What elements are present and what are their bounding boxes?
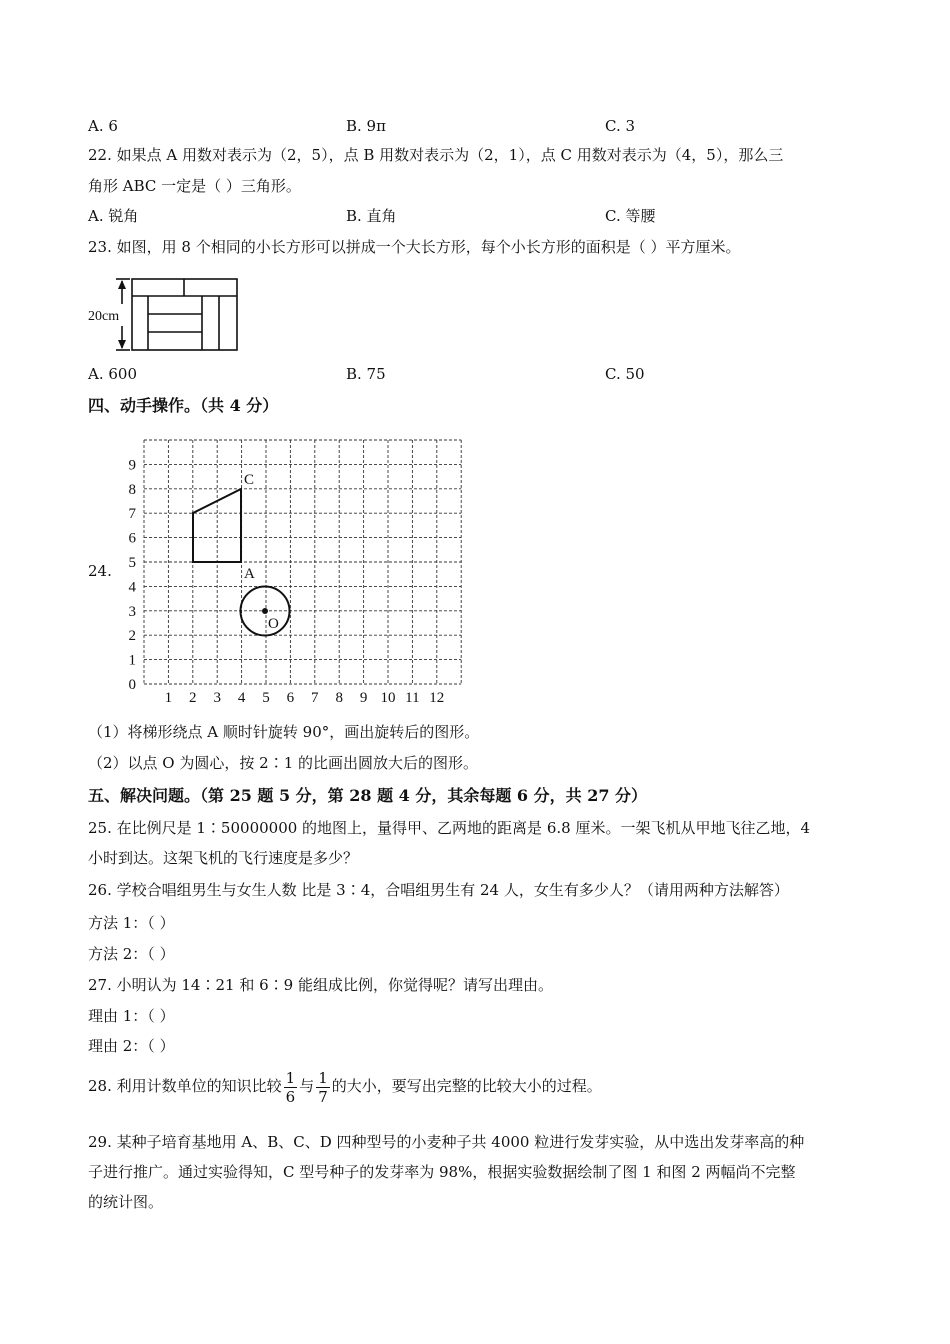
x-tick-label: 5	[262, 690, 270, 706]
label-point-a: A	[244, 566, 255, 582]
q22-line-2: 角形 ABC 一定是（ ）三角形。	[88, 177, 301, 195]
y-tick-label: 0	[128, 677, 136, 693]
y-tick-label: 2	[128, 628, 136, 645]
x-tick-label: 7	[311, 690, 319, 706]
section4-heading: 四、动手操作。（共 4 分）	[88, 396, 279, 415]
label-point-o: O	[268, 616, 279, 632]
x-tick-label: 4	[237, 690, 246, 706]
q25-line-1: 25. 在比例尺是 1∶50000000 的地图上，量得甲、乙两地的距离是 6.8 厘米。一架飞机从甲地飞往乙地，4	[88, 819, 810, 837]
q23-option-a: A. 600	[88, 365, 137, 383]
q22-option-c: C. 等腰	[605, 207, 656, 225]
q22-option-a: A. 锐角	[88, 207, 139, 225]
q29-line-2: 子进行推广。通过实验得知，C 型号种子的发芽率为 98%，根据实验数据绘制了图 1 和图 2 两幅尚不完整	[88, 1163, 796, 1181]
label-point-c: C	[244, 472, 255, 488]
section5-heading: 五、解决问题。（第 25 题 5 分，第 28 题 4 分，其余每题 6 分，共 27 分）	[88, 786, 648, 805]
y-tick-label: 9	[128, 457, 136, 474]
x-tick-label: 8	[335, 690, 343, 706]
q21-option-a: A. 6	[88, 117, 118, 135]
q29-line-1: 29. 某种子培育基地用 A、B、C、D 四种型号的小麦种子共 4000 粒进行发芽实验，从中选出发芽率高的种	[88, 1133, 805, 1151]
q23-option-c: C. 50	[605, 365, 645, 383]
q23-option-b: B. 75	[346, 365, 386, 383]
y-tick-label: 3	[128, 603, 136, 620]
fraction-one-sixth: $\frac{1}{6}$	[285, 1068, 296, 1106]
x-tick-label: 10	[380, 690, 396, 706]
q24-coordinate-grid	[120, 436, 465, 708]
q28-prefix: 28. 利用计数单位的知识比较	[88, 1077, 282, 1095]
x-tick-label: 1	[164, 690, 173, 706]
x-tick-label: 9	[359, 690, 368, 706]
q24-sub-1: （1）将梯形绕点 A 顺时针旋转 90°，画出旋转后的图形。	[88, 723, 480, 741]
y-tick-label: 7	[128, 506, 136, 523]
q26-method-2: 方法 2：（ ）	[88, 945, 175, 963]
q21-option-c: C. 3	[605, 117, 636, 135]
x-tick-label: 3	[213, 690, 221, 706]
q28-suffix: 的大小，要写出完整的比较大小的过程。	[331, 1077, 602, 1095]
x-tick-label: 2	[189, 690, 197, 706]
q23-question: 23. 如图，用 8 个相同的小长方形可以拼成一个大长方形，每个小长方形的面积是（ ）平方厘米。	[88, 238, 741, 256]
y-tick-label: 5	[128, 555, 136, 571]
y-tick-label: 4	[128, 579, 136, 596]
q27-reason-1: 理由 1：（ ）	[88, 1007, 175, 1025]
q25-line-2: 小时到达。这架飞机的飞行速度是多少？	[88, 849, 359, 867]
q21-option-b: B. 9π	[346, 117, 386, 135]
q22-line-1: 22. 如果点 A 用数对表示为（2，5），点 B 用数对表示为（2，1），点 C 用数对表示为（4，5），那么三	[88, 146, 784, 164]
q28-question	[88, 1066, 602, 1106]
q27-reason-2: 理由 2：（ ）	[88, 1037, 175, 1055]
q24-sub-2: （2）以点 O 为圆心，按 2∶1 的比画出圆放大后的图形。	[88, 754, 479, 772]
x-tick-label: 11	[405, 690, 420, 706]
y-tick-label: 6	[128, 530, 136, 547]
q26-question: 26. 学校合唱组男生与女生人数 比是 3∶4，合唱组男生有 24 人，女生有多少人？（请用两种方法解答）	[88, 881, 789, 899]
q28-connector: 与	[299, 1077, 315, 1095]
q24-number: 24.	[88, 562, 112, 580]
q23-rectangle-figure	[86, 274, 246, 356]
q29-line-3: 的统计图。	[88, 1193, 164, 1211]
fraction-one-seventh: $\frac{1}{7}$	[318, 1068, 328, 1106]
y-tick-label: 8	[128, 481, 136, 498]
q27-question: 27. 小明认为 14∶21 和 6∶9 能组成比例，你觉得呢？请写出理由。	[88, 976, 553, 994]
q26-method-1: 方法 1：（ ）	[88, 914, 175, 932]
center-point-o	[262, 608, 268, 614]
q23-dimension-label: 20cm	[88, 309, 120, 324]
q22-option-b: B. 直角	[346, 207, 397, 225]
x-tick-label: 12	[429, 690, 445, 706]
x-tick-label: 6	[286, 690, 295, 706]
y-tick-label: 1	[128, 652, 136, 669]
